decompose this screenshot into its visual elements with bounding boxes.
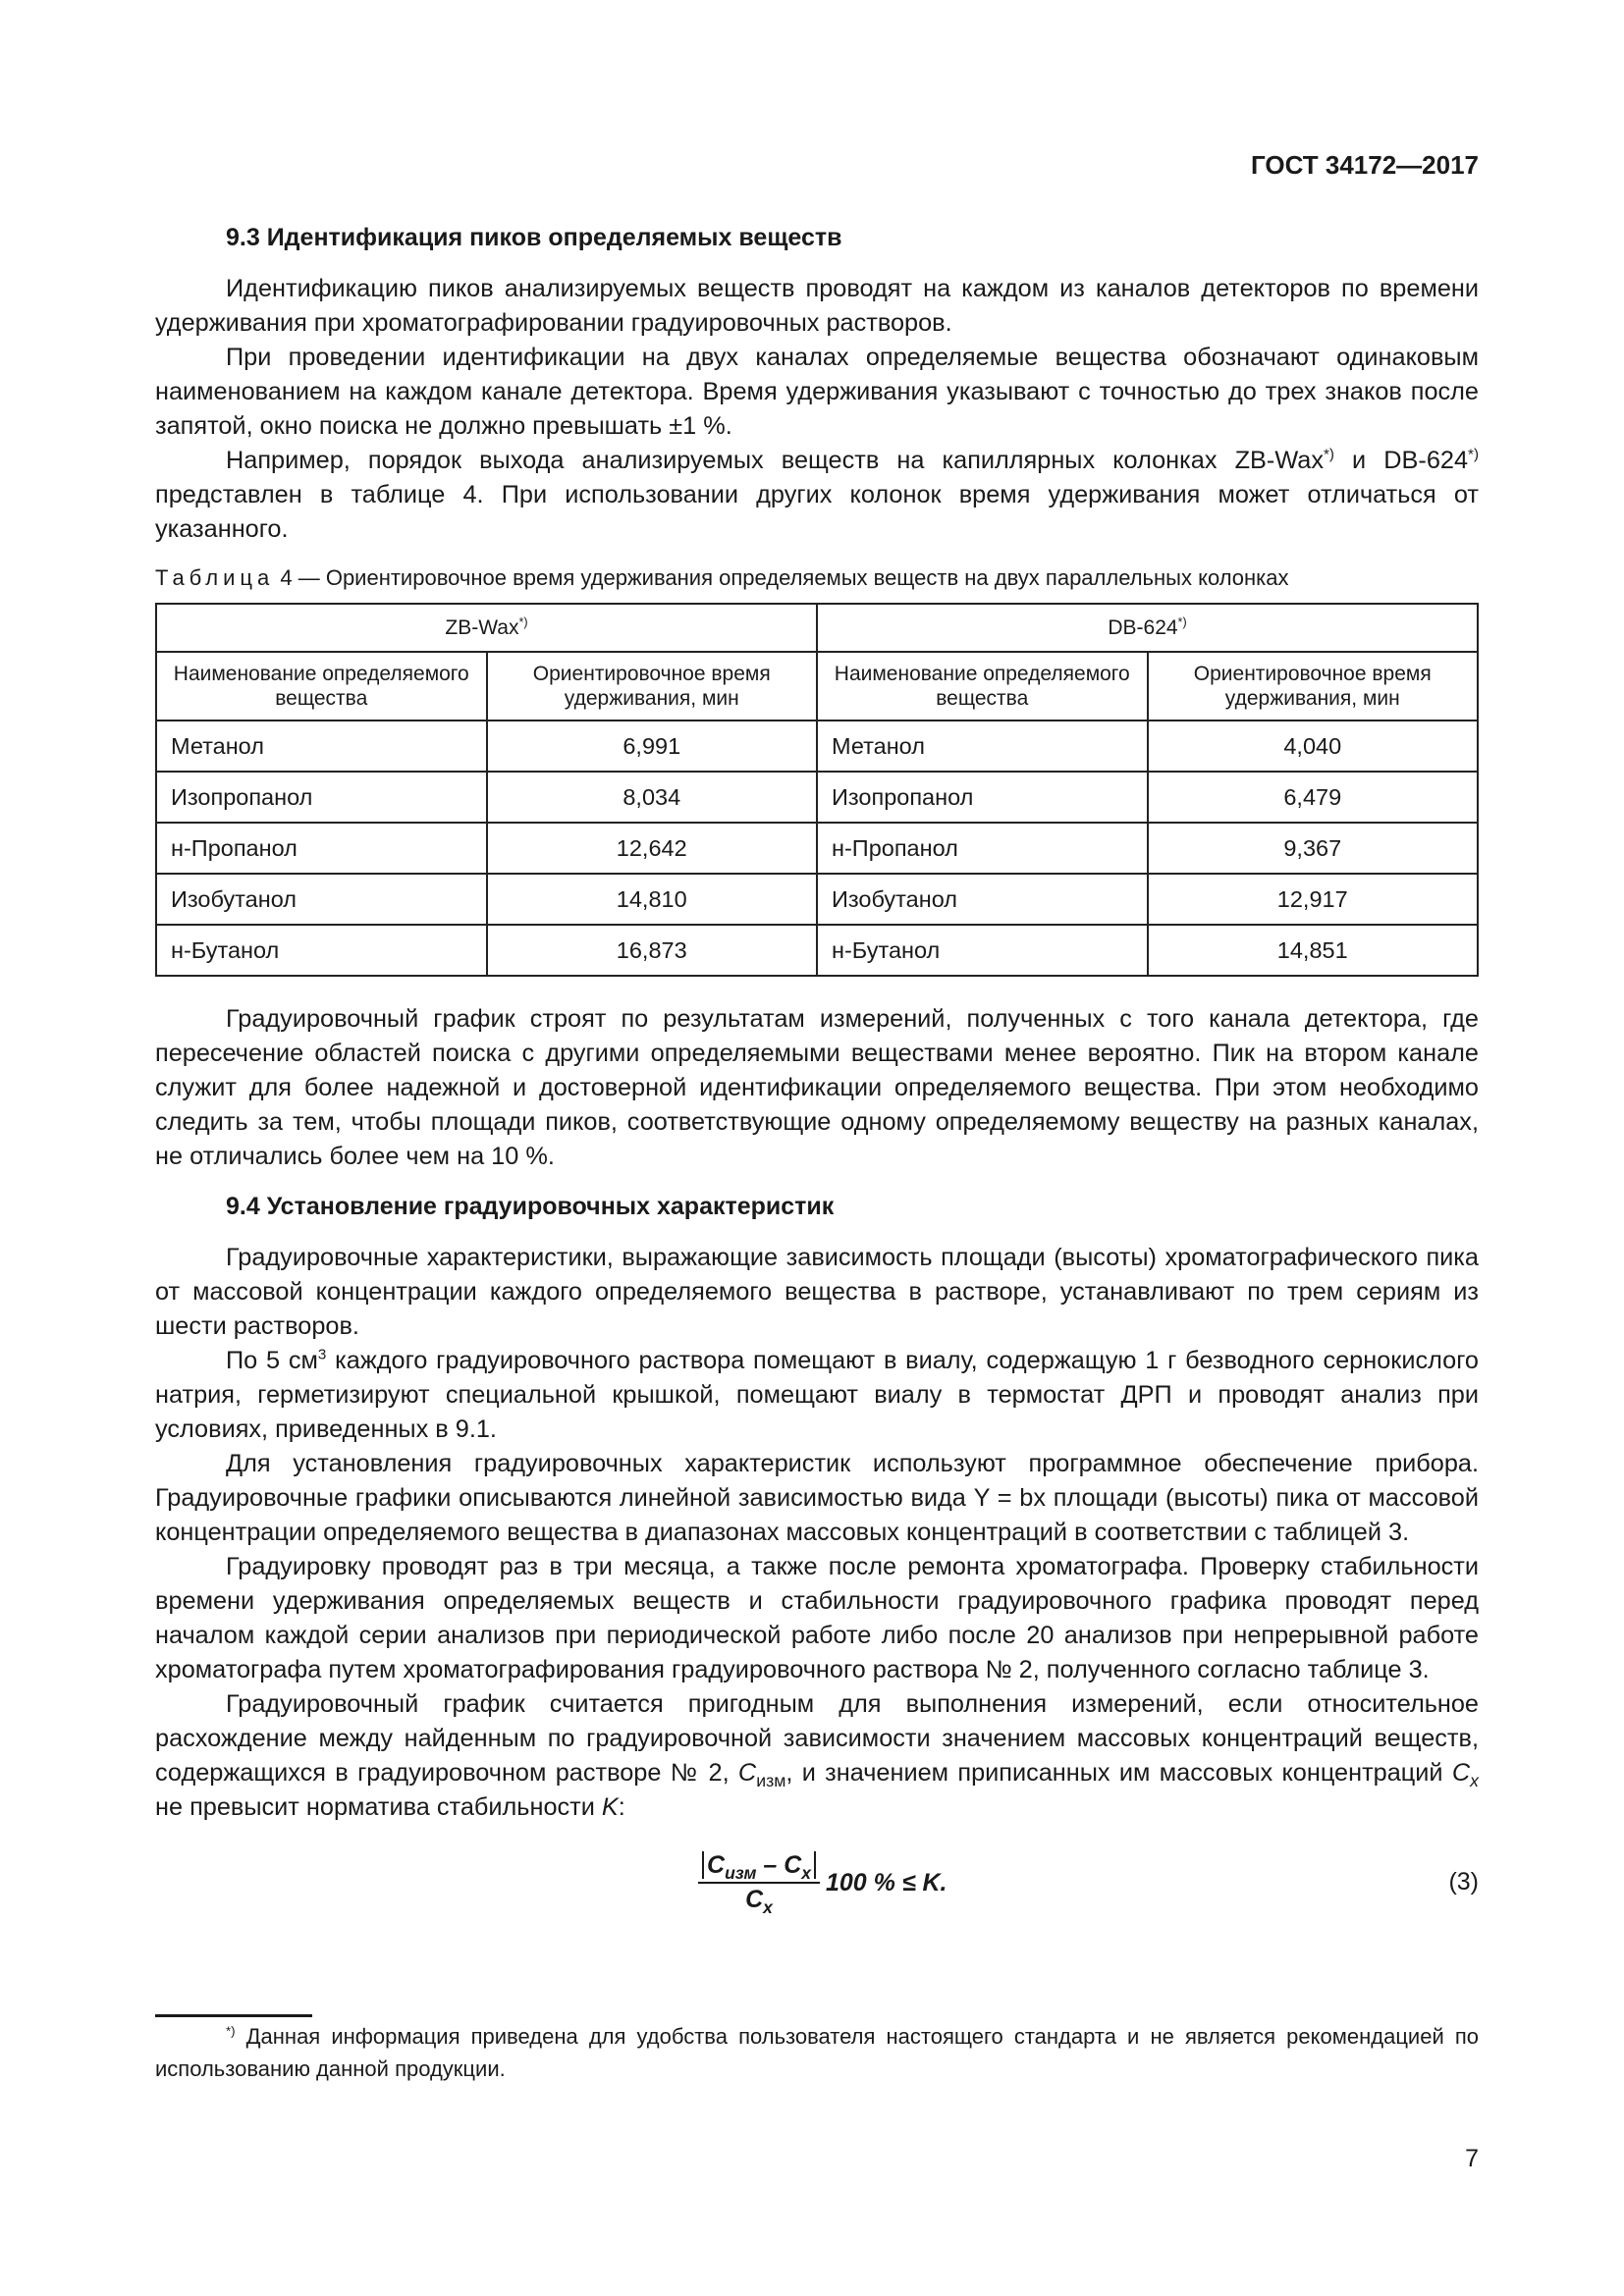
minus-sign: – <box>756 1851 785 1879</box>
table-group-header-row <box>156 604 1478 652</box>
fraction-denominator <box>745 1884 773 1917</box>
document-code: ГОСТ 34172—2017 <box>1251 150 1479 180</box>
cell-retention-time: 14,810 <box>487 874 818 925</box>
subscript-izm: изм <box>756 1771 786 1791</box>
col-header-name-right: Наименование определяемого вещества <box>817 652 1148 721</box>
section-9-4-paragraph-1: Градуировочные характеристики, выражающие зависимость площади (высоты) хроматографического пика от массовой концентрации каждого определяемого вещества в растворе, устанавливают по трем сериям из шести растворов. <box>155 1244 1479 1340</box>
footnote-ref: *) <box>518 614 528 629</box>
section-9-3-paragraph-1: Идентификацию пиков анализируемых веществ проводят на каждом из каналов детекторов по времени удерживания при хроматографировании градуировочных растворов. <box>155 275 1479 337</box>
cell-retention-time: 6,479 <box>1148 772 1479 823</box>
cell-retention-time: 12,642 <box>487 823 818 874</box>
table-row <box>156 925 1478 976</box>
cell-substance: н-Бутанол <box>817 925 1148 976</box>
section-9-4-paragraph-5 <box>155 1687 1479 1825</box>
paragraph-text: : <box>618 1793 625 1821</box>
page-content <box>155 221 1479 1921</box>
subscript-izm: изм <box>725 1863 757 1883</box>
table-column-header-row <box>156 652 1478 721</box>
cell-substance: Изобутанол <box>817 874 1148 925</box>
table-row <box>156 772 1478 823</box>
cell-substance: н-Пропанол <box>817 823 1148 874</box>
cell-substance: Изобутанол <box>156 874 487 925</box>
cell-substance: н-Бутанол <box>156 925 487 976</box>
subscript-x: x <box>801 1863 811 1883</box>
paragraph-text: не превысит норматива стабильности <box>155 1793 602 1821</box>
subscript-x: x <box>763 1897 773 1917</box>
cell-substance: Изопропанол <box>156 772 487 823</box>
cell-substance: Метанол <box>817 721 1148 772</box>
after-table-paragraph: Градуировочный график строят по результатам измерений, полученных с того канала детектора, где пересечение областей поиска с другими определяемыми веществами менее вероятно. Пик на втором канале служит для более надежной и достоверной идентификации определяемого вещества. При этом необходимо следить за тем, чтобы площади пиков, соответствующие одному определяемому веществу на разных каналах, не отличались более чем на 10 %. <box>155 1005 1479 1170</box>
footnote-divider <box>155 2014 312 2017</box>
col-header-name-left: Наименование определяемого вещества <box>156 652 487 721</box>
paragraph-text: каждого градуировочного раствора помещают в виалу, содержащую 1 г безводного сернокислого натрия, герметизируют специальной крышкой, помещают виалу в термостат ДРП и проводят анализ при условиях, приведенных в 9.1. <box>155 1347 1479 1443</box>
table-4-caption <box>155 563 1479 593</box>
table-row <box>156 721 1478 772</box>
formula-3 <box>155 1844 1479 1921</box>
symbol-k: K <box>601 1793 619 1821</box>
table-row <box>156 874 1478 925</box>
cell-retention-time: 12,917 <box>1148 874 1479 925</box>
cell-substance: Метанол <box>156 721 487 772</box>
cell-substance: Изопропанол <box>817 772 1148 823</box>
cell-retention-time: 6,991 <box>487 721 818 772</box>
paragraph-text: Градуировочный график считается пригодным для выполнения измерений, если относительное расхождение между найденным по градуировочной зависимости значением массовых концентраций веществ, содержащихся в градуировочном растворе № 2, <box>155 1690 1479 1787</box>
footnote-ref: *) <box>1468 446 1479 463</box>
footnote-text: Данная информация приведена для удобства пользователя настоящего стандарта и не является рекомендацией по использованию данной продукции. <box>155 2024 1479 2081</box>
cell-retention-time: 14,851 <box>1148 925 1479 976</box>
page-number: 7 <box>1465 2145 1479 2172</box>
section-9-4-paragraph-4: Градуировку проводят раз в три месяца, а также после ремонта хроматографа. Проверку стабильности времени удерживания определяемых веществ и стабильности градуировочного графика проводят перед началом каждой серии анализов при периодической работе либо после 20 анализов при непрерывной работе хроматографа путем хроматографирования градуировочного раствора № 2, полученного согласно таблице 3. <box>155 1553 1479 1683</box>
footnote-ref: *) <box>1177 614 1187 629</box>
section-9-4-paragraph-3: Для установления градуировочных характеристик используют программное обеспечение прибора. Градуировочные графики описываются линейной зависимостью вида Y = bx площади (высоты) пика от массовой концентрации определяемого вещества в диапазонах массовых концентраций в соответствии с таблицей 3. <box>155 1450 1479 1546</box>
symbol-c: C <box>1451 1759 1471 1787</box>
cell-substance: н-Пропанол <box>156 823 487 874</box>
symbol-c: C <box>784 1851 802 1879</box>
group-header-label: ZB-Wax <box>445 615 519 639</box>
section-9-3-title: 9.3 Идентификация пиков определяемых веществ <box>226 224 842 251</box>
absolute-value <box>702 1851 816 1883</box>
cell-retention-time: 9,367 <box>1148 823 1479 874</box>
paragraph-text: и DB-624 <box>1333 447 1469 474</box>
caption-label: Таблица <box>155 565 275 590</box>
symbol-c: C <box>707 1851 726 1879</box>
section-9-3-paragraph-2: При проведении идентификации на двух каналах определяемые вещества обозначают одинаковым наименованием на каждом канале детектора. Время удерживания указывают с точностью до трех знаков после запятой, окно поиска не должно превышать ±1 %. <box>155 344 1479 440</box>
equation-number: (3) <box>1448 1868 1479 1896</box>
symbol-c: C <box>737 1759 757 1787</box>
fraction-numerator <box>698 1851 820 1884</box>
cell-retention-time: 8,034 <box>487 772 818 823</box>
subscript-x: x <box>1470 1771 1479 1791</box>
col-header-time-right: Ориентировочное время удерживания, мин <box>1148 652 1479 721</box>
caption-text: 4 — Ориентировочное время удерживания определяемых веществ на двух параллельных колонках <box>274 565 1289 590</box>
footnote-mark: *) <box>226 2023 236 2039</box>
retention-time-table <box>155 603 1479 977</box>
footnote-ref: *) <box>1324 446 1334 463</box>
table-row <box>156 823 1478 874</box>
group-header-zb-wax <box>156 604 817 652</box>
cell-retention-time: 16,873 <box>487 925 818 976</box>
group-header-label: DB-624 <box>1108 615 1178 639</box>
symbol-c: C <box>745 1886 764 1913</box>
paragraph-text: , и значением приписанных им массовых концентраций <box>785 1759 1452 1787</box>
paragraph-text: представлен в таблице 4. При использовании других колонок время удерживания может отличаться от указанного. <box>155 481 1479 543</box>
section-9-4-title: 9.4 Установление градуировочных характеристик <box>226 1193 835 1220</box>
cell-retention-time: 4,040 <box>1148 721 1479 772</box>
col-header-time-left: Ориентировочное время удерживания, мин <box>487 652 818 721</box>
paragraph-text: По 5 см <box>226 1347 318 1374</box>
formula-expression <box>698 1844 947 1921</box>
group-header-db-624 <box>817 604 1478 652</box>
section-9-4-paragraph-2 <box>155 1344 1479 1447</box>
section-9-3-paragraph-3 <box>155 444 1479 547</box>
formula-fraction <box>698 1851 820 1917</box>
unit-exponent: 3 <box>317 1346 327 1363</box>
formula-tail: 100 % ≤ K. <box>826 1868 947 1896</box>
footnote <box>155 2020 1479 2085</box>
paragraph-text: Например, порядок выхода анализируемых веществ на капиллярных колонках ZB-Wax <box>226 447 1324 474</box>
